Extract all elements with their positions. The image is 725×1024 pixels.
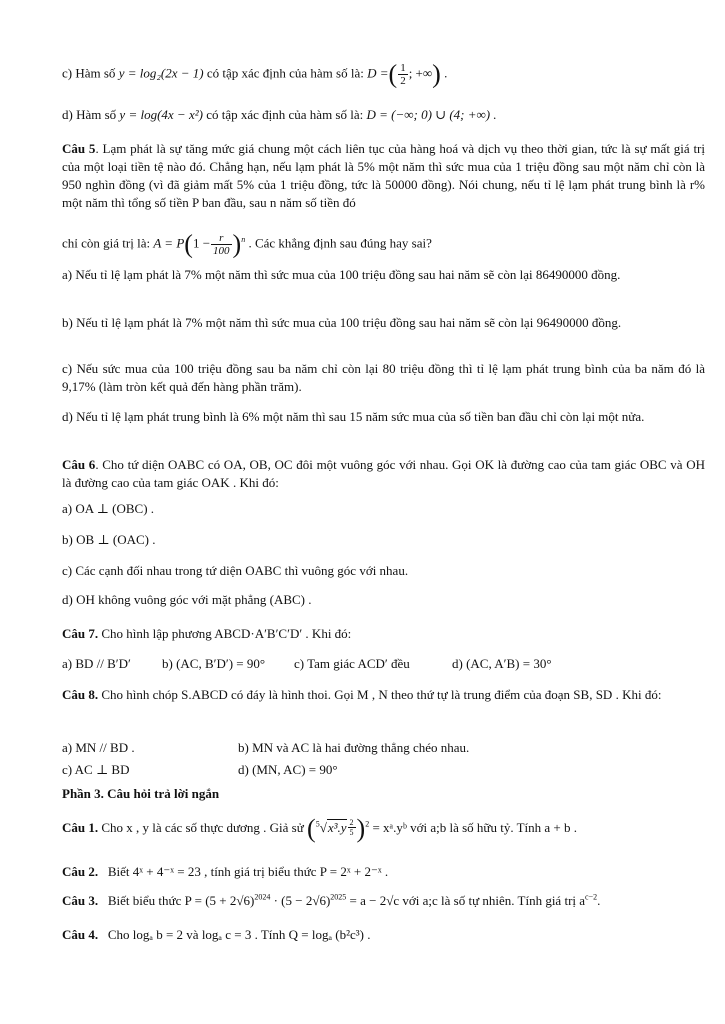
q5-intro — [62, 140, 705, 212]
part3-title: Phần 3. Câu hỏi trả lời ngắn — [62, 786, 220, 801]
paren-left-icon: ( — [388, 59, 398, 89]
s1-label: Câu 1. — [62, 820, 99, 835]
s3-lead: Biết biểu thức — [107, 893, 182, 908]
s3-end: . — [597, 893, 601, 908]
q4-c-function: y = log₂(2x − 1) — [118, 65, 204, 81]
s1-inner-exp-den: 5 — [349, 828, 354, 837]
q5-option-c: c) Nếu sức mua của 100 triệu đồng sau ba năm chỉ còn lại 80 triệu đồng thì tỉ lệ lạm phát trung bình của ba năm đó là 9,17% (làm tròn kết quả đến hàng phần trăm). — [62, 361, 705, 394]
q5-formula-fraction — [211, 232, 232, 257]
q6-intro — [62, 456, 705, 492]
q4-c-set-tail: ; +∞ — [408, 65, 433, 81]
q8-option-a: a) MN // BD . — [62, 740, 135, 755]
s1-line: Câu 1. Cho x , y là các số thực dương . Giả sử ($^5$√x³.y $\frac{2}{5}$ )$^2$ = xᵃ.yᵇ với a;b là số hữu tỷ. Tính a + b . — [62, 814, 577, 844]
q5-formula-exp: n — [241, 235, 246, 245]
s1-outer-exp: 2 — [365, 819, 370, 829]
q4-c-set-open: D = — [367, 65, 389, 81]
s3-line — [62, 892, 705, 910]
q7-option-a: a) BD // B′D′ — [62, 656, 131, 671]
q6-option-b: b) OB ⊥ (OAC) . — [62, 532, 156, 547]
s1-rhs: = xᵃ.yᵇ với a;b là số hữu tỷ. Tính a + b . — [372, 820, 577, 835]
s3-mid: · (5 − 2√6) — [273, 893, 331, 908]
s2-line — [62, 863, 705, 881]
s1-rad-body: x³.y — [327, 820, 347, 835]
q5-label: Câu 5 — [62, 141, 96, 156]
q4-option-d — [62, 106, 705, 124]
q5-option-b: b) Nếu tỉ lệ lạm phát là 7% một năm thì sức mua của 100 triệu đồng sau hai năm sẽ còn lại 96490000 đồng. — [62, 315, 622, 330]
q4-c-frac-den: 2 — [400, 75, 406, 87]
s4-text: Cho logₐ b = 2 và logₐ c = 3 . Tính Q = logₐ (b²c³) . — [107, 927, 371, 942]
q5-formula-lead: chỉ còn giá trị là: — [62, 235, 151, 251]
s4-label: Câu 4. — [62, 927, 99, 942]
q8-row-2 — [62, 761, 705, 779]
q5-intro-text: . Lạm phát là sự tăng mức giá chung một cách liên tục của hàng hoá và dịch vụ theo thời gian, tức là sự mất giá trị của một loại tiền tệ nào đó. Chẳng hạn, nếu lạm phát là 5% một năm thì sức mua của 1 triệu đồng sau một năm chỉ còn là 950 nghìn đồng (vì đã giảm mất 5% của 1 triệu đồng, tức là 50000 đồng). Nói chung, nếu tỉ lệ lạm phát trung bình là r% một năm thì tổng số tiền P ban đầu, sau n năm số tiền đó — [62, 141, 705, 210]
s2-text: Biết 4ˣ + 4⁻ˣ = 23 , tính giá trị biểu thức P = 2ˣ + 2⁻ˣ . — [107, 864, 389, 879]
q8-option-c: c) AC ⊥ BD — [62, 762, 130, 777]
q8-option-d: d) (MN, AC) = 90° — [238, 762, 338, 777]
s4-line — [62, 926, 705, 944]
q6-option-c: c) Các cạnh đối nhau trong tứ diện OABC thì vuông góc với nhau. — [62, 563, 409, 578]
q5-formula-num: r — [211, 232, 232, 245]
q5-option-a: a) Nếu tỉ lệ lạm phát là 7% một năm thì sức mua của 100 triệu đồng sau hai năm sẽ còn lại 86490000 đồng. — [62, 267, 621, 282]
q8-intro — [62, 686, 705, 704]
q8-intro-text: Cho hình chóp S.ABCD có đáy là hình thoi. Gọi M , N theo thứ tự là trung điểm của đoạn SB, SD . Khi đó: — [101, 687, 662, 702]
q7-intro — [62, 625, 705, 643]
q6-intro-text: . Cho tứ diện OABC có OA, OB, OC đôi một vuông góc với nhau. Gọi OK là đường cao của tam giác OBC và OH là đường cao của tam giác OAK . Khi đó: — [62, 457, 705, 490]
q4-d-label: d) Hàm số — [62, 107, 117, 122]
q4-c-mid: có tập xác định của hàm số là: — [206, 65, 364, 81]
q6-option-d: d) OH không vuông góc với mặt phẳng (ABC) . — [62, 592, 312, 607]
q4-c-label: c) Hàm số — [62, 65, 116, 81]
s3-tail-exp: c−2 — [585, 892, 598, 902]
s3-exp1: 2024 — [254, 892, 271, 902]
s1-inner-exp-num: 2 — [349, 818, 354, 827]
q5-formula-line: chỉ còn giá trị là: A = P(1 − $\frac{r}{100}$ )$^n$ . Các khẳng định sau đúng hay sai? — [62, 229, 432, 259]
q5-formula-A: A = P — [153, 235, 185, 251]
q4-c-fraction — [398, 62, 408, 87]
q4-d-set: D = (−∞; 0) ∪ (4; +∞) . — [366, 107, 497, 122]
s3-expr: P = (5 + 2√6) — [184, 893, 255, 908]
q5-formula-den: 100 — [213, 245, 230, 257]
q4-d-function: y = log(4x − x²) — [119, 107, 203, 122]
s1-rad-index: 5 — [315, 819, 320, 829]
q7-label: Câu 7. — [62, 626, 99, 641]
s3-label: Câu 3. — [62, 893, 99, 908]
q6-label: Câu 6 — [62, 457, 96, 472]
q8-option-b: b) MN và AC là hai đường thẳng chéo nhau. — [238, 740, 470, 755]
paren-right-icon: ) — [432, 59, 441, 89]
q6-option-a: a) OA ⊥ (OBC) . — [62, 501, 155, 516]
q7-option-c: c) Tam giác ACD′ đều — [294, 656, 410, 671]
q5-formula-one: 1 − — [192, 235, 211, 251]
q5-formula-tail: . Các khẳng định sau đúng hay sai? — [248, 235, 432, 251]
q8-label: Câu 8. — [62, 687, 99, 702]
q4-option-c: c) Hàm số y = log₂(2x − 1) có tập xác định của hàm số là: D =( $\frac{1}{2}$ ; +∞) . — [62, 59, 448, 89]
q7-options — [62, 655, 705, 673]
q7-intro-text: Cho hình lập phương ABCD·A′B′C′D′ . Khi đó: — [101, 626, 352, 641]
q5-option-d: d) Nếu tỉ lệ lạm phát trung bình là 6% một năm thì sau 15 năm sức mua của số tiền ban đầu chỉ còn lại một nửa. — [62, 409, 645, 424]
s2-label: Câu 2. — [62, 864, 99, 879]
s3-exp2: 2025 — [330, 892, 347, 902]
q8-row-1 — [62, 739, 705, 757]
q4-d-mid: có tập xác định của hàm số là: — [206, 107, 364, 122]
q7-option-d: d) (AC, A′B) = 30° — [452, 656, 552, 671]
s1-inner-exp — [348, 818, 356, 837]
q4-c-frac-num: 1 — [400, 62, 406, 74]
q7-option-b: b) (AC, B′D′) = 90° — [162, 656, 266, 671]
s3-tail: = a − 2√c với a;c là số tự nhiên. Tính giá trị a — [349, 893, 586, 908]
s1-lead: Cho x , y là các số thực dương . Giả sử — [101, 820, 304, 835]
